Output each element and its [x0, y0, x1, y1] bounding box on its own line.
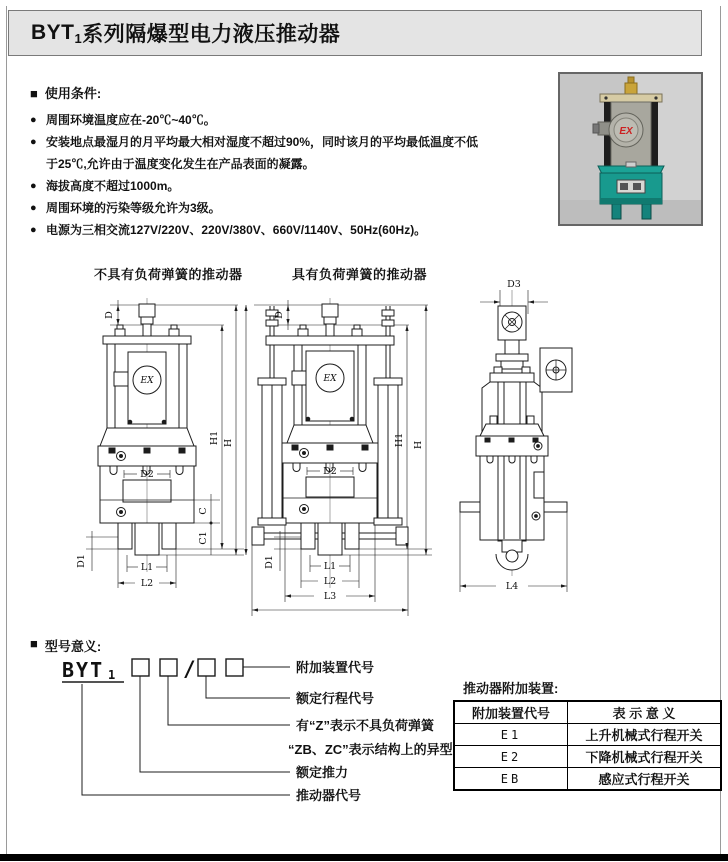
- model-code-prefix: BYT: [62, 658, 105, 682]
- diagram-side-view-drawing: [460, 290, 572, 592]
- list-item-text: 安装地点最湿月的月平均最大相对湿度不超过90%，同时该月的平均最低温度不低: [46, 135, 479, 149]
- conditions-heading: [30, 84, 560, 104]
- table-row: [454, 768, 721, 791]
- list-item: [30, 153, 560, 175]
- accessory-table-title: 推动器附加装置:: [463, 681, 559, 696]
- list-item: [30, 219, 560, 241]
- cell-meaning: 感应式行程开关: [568, 768, 722, 791]
- list-item-text: 周围环境温度应在-20℃~40℃。: [46, 113, 216, 127]
- dim-label-h: H: [223, 438, 234, 448]
- accessory-table: [453, 700, 722, 791]
- model-code-diagram: [40, 646, 480, 816]
- diagram-left-title: 不具有负荷弹簧的推动器: [94, 267, 243, 282]
- callout-z-note: 有“Z”表示不具负荷弹簧: [296, 718, 434, 733]
- page-border-left: [6, 6, 7, 854]
- square-bullet-icon: ■: [30, 86, 38, 101]
- dim-label-c: C: [198, 507, 209, 515]
- dot-bullet-icon: [30, 153, 46, 175]
- dim-label-h1: H1: [209, 430, 220, 446]
- callout-thruster-code: 推动器代号: [296, 788, 362, 803]
- square-bullet-icon: ■: [30, 636, 38, 651]
- dot-bullet-icon: ●: [30, 114, 37, 126]
- cell-code: E2: [454, 746, 568, 768]
- diagram-no-spring-drawing: [86, 298, 244, 588]
- title-subscript: 1: [74, 30, 83, 46]
- accessory-table-section: [453, 678, 722, 791]
- dim-label-d2: D2: [323, 466, 337, 477]
- list-item-text: 海拔高度不超过1000m。: [46, 179, 180, 193]
- list-item-text: 于25℃,允许由于温度变化发生在产品表面的凝露。: [46, 157, 315, 171]
- cell-code: E1: [454, 724, 568, 746]
- page-title: [8, 10, 702, 56]
- dim-label-l3: L3: [323, 591, 337, 602]
- dim-label-l1: L1: [140, 562, 154, 573]
- ex-marking: EX: [619, 126, 633, 137]
- dim-label-h1: H1: [394, 432, 405, 448]
- model-code-subscript: 1: [108, 668, 116, 682]
- dim-label-l1: L1: [323, 561, 337, 572]
- callout-rated-thrust: 额定推力: [296, 765, 349, 780]
- ex-marking: EX: [323, 374, 337, 384]
- usage-conditions: [30, 84, 560, 241]
- table-row: [454, 746, 721, 768]
- col-header-meaning: 表 示 意 义: [568, 701, 722, 724]
- diagram-right-title: 具有负荷弹簧的推动器: [292, 267, 428, 282]
- dim-label-l2: L2: [323, 576, 337, 587]
- dot-bullet-icon: ●: [30, 180, 37, 192]
- product-photo-illustration: [560, 74, 701, 224]
- dim-label-d: D: [104, 311, 115, 319]
- title-suffix: 系列隔爆型电力液压推动器: [82, 23, 341, 46]
- dim-label-d3: D3: [507, 279, 521, 290]
- diagram-side-view: [452, 276, 577, 611]
- product-photo: [558, 72, 703, 226]
- cell-meaning: 上升机械式行程开关: [568, 724, 722, 746]
- dim-label-d: D: [274, 311, 285, 319]
- cell-code: EB: [454, 768, 568, 791]
- list-item-text: 电源为三相交流127V/220V、220V/380V、660V/1140V、50Hz(60Hz)。: [46, 223, 427, 237]
- list-item: [30, 109, 560, 131]
- dim-label-d1: D1: [76, 554, 87, 568]
- list-item: [30, 131, 560, 153]
- callout-stroke-code: 额定行程代号: [296, 691, 375, 706]
- list-item: [30, 197, 560, 219]
- col-header-code: 附加装置代号: [454, 701, 568, 724]
- dim-label-d1: D1: [264, 555, 275, 569]
- list-item-text: 周围环境的污染等级允许为3级。: [46, 201, 221, 215]
- conditions-heading-text: 使用条件:: [44, 86, 102, 101]
- table-header-row: [454, 701, 721, 724]
- diagram-no-spring: [72, 288, 257, 598]
- dot-bullet-icon: ●: [30, 202, 37, 214]
- dot-bullet-icon: ●: [30, 136, 37, 148]
- conditions-list: [30, 109, 560, 241]
- dot-bullet-icon: ●: [30, 224, 37, 236]
- model-code-slash: /: [183, 657, 196, 681]
- dim-label-d2: D2: [140, 469, 154, 480]
- model-meaning-heading-text: 型号意义:: [44, 639, 102, 654]
- ex-marking: EX: [140, 376, 154, 386]
- dim-label-c1: C1: [198, 531, 209, 545]
- dim-label-l4: L4: [505, 581, 519, 592]
- callout-zbzc-note: “ZB、ZC”表示结构上的异型: [288, 742, 453, 757]
- table-row: [454, 724, 721, 746]
- list-item: [30, 175, 560, 197]
- dim-label-l2: L2: [140, 578, 154, 589]
- diagram-with-spring: [240, 288, 465, 618]
- page-border-bottom: [0, 854, 728, 861]
- cell-meaning: 下降机械式行程开关: [568, 746, 722, 768]
- title-prefix: BYT: [31, 21, 75, 44]
- dim-label-h: H: [413, 440, 424, 450]
- callout-accessory-code: 附加装置代号: [296, 660, 375, 675]
